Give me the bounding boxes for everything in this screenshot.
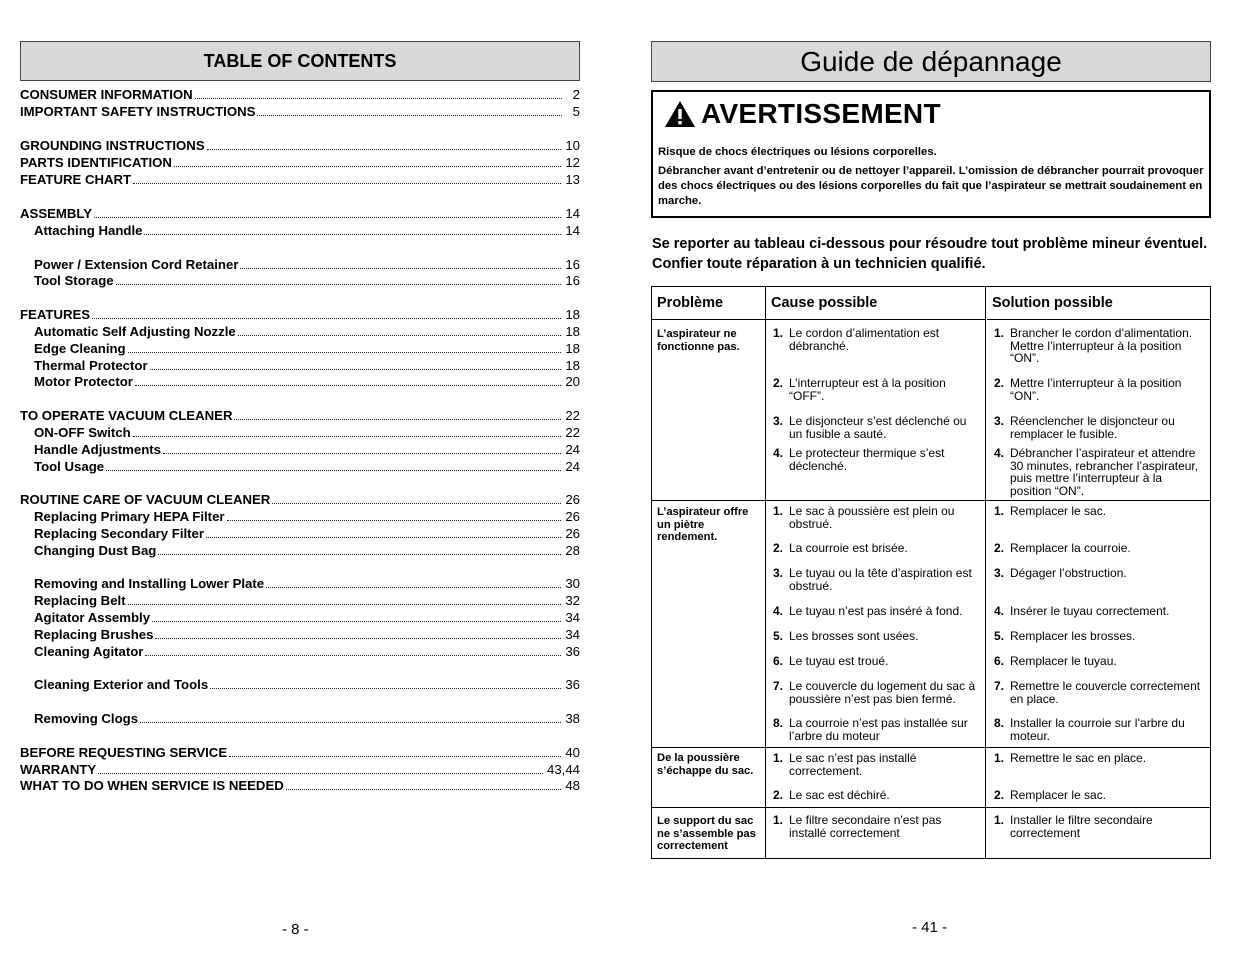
toc-entry[interactable] [20, 306, 580, 323]
toc-entry-title: Automatic Self Adjusting Nozzle [34, 324, 236, 339]
item-number: 3. [994, 414, 1005, 428]
toc-entry-title: Cleaning Agitator [34, 644, 144, 659]
solution-item [994, 542, 1204, 555]
toc-entry-page: 40 [565, 745, 580, 760]
toc-entry-page: 34 [565, 627, 580, 642]
item-text: Réenclencher le disjoncteur ou remplacer le fusible. [1010, 414, 1175, 441]
toc-entry-page: 18 [565, 324, 580, 339]
toc-leader-dots [106, 469, 561, 471]
item-number: 2. [994, 376, 1005, 390]
item-text: Remettre le couvercle correctement en place. [1010, 679, 1201, 706]
toc-leader-dots [227, 519, 562, 521]
toc-entry-page: 36 [565, 677, 580, 692]
toc-leader-dots [257, 114, 562, 116]
toc-entry[interactable] [20, 542, 580, 559]
item-text: Remplacer les brosses. [1010, 629, 1136, 643]
toc-entry[interactable] [20, 491, 580, 508]
toc-entry[interactable] [20, 424, 580, 441]
item-text: Mettre l’interrupteur à la position “ON”. [1010, 376, 1182, 403]
toc-leader-dots [238, 334, 562, 336]
toc-entry-page: 16 [565, 257, 580, 272]
item-text: Brancher le cordon d’alimentation. Mettre l’interrupteur à la position “ON”. [1010, 326, 1193, 365]
toc-leader-dots [133, 182, 561, 184]
toc-entry-title: Removing Clogs [34, 711, 139, 726]
toc-leader-dots [98, 772, 543, 774]
warning-title [663, 98, 941, 130]
solution-item [994, 415, 1204, 440]
toc-entry[interactable] [20, 205, 580, 222]
toc-entry-page: 18 [565, 358, 580, 373]
toc-entry-page: 26 [565, 492, 580, 507]
toc-leader-dots [92, 317, 561, 319]
toc-entry-title: Tool Storage [34, 273, 114, 288]
toc-leader-dots [234, 418, 561, 420]
toc-entry[interactable] [20, 777, 580, 794]
toc-entry-page: 22 [565, 425, 580, 440]
cause-item [773, 567, 978, 592]
solution-item [994, 789, 1204, 802]
warning-title-text: AVERTISSEMENT [701, 98, 941, 129]
toc-entry-title: Replacing Primary HEPA Filter [34, 509, 225, 524]
toc-leader-dots [272, 502, 561, 504]
toc-entry[interactable] [20, 592, 580, 609]
toc-leader-dots [152, 620, 561, 622]
toc-entry-title: Handle Adjustments [34, 442, 162, 457]
item-text: Installer la courroie sur l’arbre du moteur. [1010, 716, 1185, 743]
intro-paragraph: Se reporter au tableau ci-dessous pour résoudre tout problème mineur éventuel. Confier toute réparation à un technicien qualifié. [652, 236, 1208, 272]
column-divider [985, 287, 986, 858]
toc-entry-title: Cleaning Exterior and Tools [34, 677, 209, 692]
toc-entry[interactable] [20, 643, 580, 660]
item-number: 2. [994, 541, 1005, 555]
item-number: 1. [773, 751, 784, 765]
toc-entry[interactable] [20, 103, 580, 120]
toc-entry-title: Removing and Installing Lower Plate [34, 576, 265, 591]
warning-triangle-icon [663, 99, 697, 129]
toc-entry-page: 16 [565, 273, 580, 288]
toc-entry[interactable] [20, 609, 580, 626]
cause-item [773, 415, 978, 440]
item-number: 1. [994, 504, 1005, 518]
item-number: 3. [773, 566, 784, 580]
toc-entry-page: 24 [565, 442, 580, 457]
toc-leader-dots [128, 603, 562, 605]
item-text: Le filtre secondaire n'est pas installé correctement [789, 813, 942, 840]
solution-item [994, 605, 1204, 618]
item-number: 6. [994, 654, 1005, 668]
toc-entry-page: 13 [565, 172, 580, 187]
cause-item [773, 789, 978, 802]
toc-entry-page: 34 [565, 610, 580, 625]
toc-leader-dots [155, 637, 561, 639]
item-number: 4. [994, 604, 1005, 618]
toc-entry[interactable] [20, 525, 580, 542]
item-number: 1. [773, 326, 784, 340]
troubleshooting-table [651, 286, 1211, 859]
item-text: Remplacer le sac. [1010, 788, 1107, 802]
toc-entry-title: FEATURE CHART [20, 172, 132, 187]
toc-leader-dots [128, 351, 562, 353]
toc-leader-dots [158, 553, 561, 555]
item-text: Remplacer le tuyau. [1010, 654, 1117, 668]
header-problem: Problème [652, 287, 765, 320]
solution-item [994, 567, 1204, 580]
item-number: 1. [994, 326, 1005, 340]
item-number: 8. [773, 716, 784, 730]
item-text: Le sac n’est pas installé correctement. [789, 751, 917, 778]
item-text: Débrancher l’aspirateur et attendre 30 minutes, rebrancher l’aspirateur, puis mettre l’interrupteur à la position “ON”. [1010, 446, 1199, 498]
item-text: Le protecteur thermique s’est déclenché. [789, 446, 945, 473]
toc-entry-title: ROUTINE CARE OF VACUUM CLEANER [20, 492, 271, 507]
toc-entry[interactable] [20, 710, 580, 727]
cause-item [773, 814, 978, 839]
item-number: 1. [994, 813, 1005, 827]
solution-item [994, 717, 1204, 742]
item-number: 1. [994, 751, 1005, 765]
item-text: La courroie est brisée. [789, 541, 908, 555]
toc-entry-page: 12 [565, 155, 580, 170]
toc-entry-title: Motor Protector [34, 374, 133, 389]
toc-entry[interactable] [20, 676, 580, 693]
item-number: 2. [773, 376, 784, 390]
toc-leader-dots [286, 788, 562, 790]
toc-leader-dots [206, 536, 561, 538]
row-divider [652, 500, 1210, 501]
item-number: 4. [994, 446, 1005, 460]
toc-entry-page: 26 [565, 526, 580, 541]
column-divider [765, 287, 766, 858]
problem-label: De la poussière s’échappe du sac. [657, 752, 754, 777]
toc-entry[interactable] [20, 458, 580, 475]
cause-item [773, 447, 978, 472]
toc-entry-page: 38 [565, 711, 580, 726]
solution-item [994, 630, 1204, 643]
toc-entry-page: 32 [565, 593, 580, 608]
toc-leader-dots [94, 216, 561, 218]
warning-box [651, 90, 1211, 218]
toc-entry-title: Thermal Protector [34, 358, 148, 373]
item-text: Le disjoncteur s’est déclenché ou un fusible a sauté. [789, 414, 967, 441]
toc-entry[interactable] [20, 508, 580, 525]
solution-item [994, 505, 1204, 518]
toc-entry-title: ON-OFF Switch [34, 425, 131, 440]
item-text: Les brosses sont usées. [789, 629, 919, 643]
cause-item [773, 327, 978, 352]
item-number: 1. [773, 813, 784, 827]
toc-leader-dots [140, 721, 561, 723]
toc-leader-dots [163, 452, 561, 454]
toc-entry[interactable] [20, 272, 580, 289]
solution-item [994, 377, 1204, 402]
item-text: Le cordon d’alimentation est débranché. [789, 326, 940, 353]
cause-item [773, 680, 978, 705]
toc-entry-page: 26 [565, 509, 580, 524]
cause-item [773, 377, 978, 402]
toc-leader-dots [266, 586, 561, 588]
toc-entry-title: GROUNDING INSTRUCTIONS [20, 138, 205, 153]
page-title: Guide de dépannage [800, 45, 1062, 77]
toc-entry-page: 5 [572, 104, 580, 119]
item-text: Remettre le sac en place. [1010, 751, 1147, 765]
row-divider [652, 747, 1210, 748]
toc-entry-title: Replacing Belt [34, 593, 126, 608]
toc-entry[interactable] [20, 626, 580, 643]
toc-leader-dots [195, 97, 562, 99]
toc-entry[interactable] [20, 256, 580, 273]
item-number: 6. [773, 654, 784, 668]
toc-entry-page: 36 [565, 644, 580, 659]
item-text: Le tuyau est troué. [789, 654, 889, 668]
toc-entry-title: Tool Usage [34, 459, 105, 474]
toc-entry-title: Changing Dust Bag [34, 543, 157, 558]
toc-entry-title: IMPORTANT SAFETY INSTRUCTIONS [20, 104, 256, 119]
row-divider [652, 807, 1210, 808]
solution-item [994, 752, 1204, 765]
toc-entry[interactable] [20, 744, 580, 761]
toc-leader-dots [207, 148, 562, 150]
toc-entry-page: 20 [565, 374, 580, 389]
item-text: Dégager l’obstruction. [1010, 566, 1127, 580]
toc-entry[interactable] [20, 154, 580, 171]
toc-entry-title: PARTS IDENTIFICATION [20, 155, 172, 170]
toc-entry[interactable] [20, 761, 580, 778]
item-text: La courroie n’est pas installée sur l’arbre du moteur [789, 716, 968, 743]
cause-item [773, 505, 978, 530]
toc-header [20, 41, 580, 81]
toc-leader-dots [174, 165, 561, 167]
toc-entry[interactable] [20, 575, 580, 592]
toc-entry-page: 48 [565, 778, 580, 793]
header-cause: Cause possible [766, 287, 986, 320]
toc-entry-title: Attaching Handle [34, 223, 143, 238]
toc-entry-page: 22 [565, 408, 580, 423]
toc-entry[interactable] [20, 171, 580, 188]
warning-instructions-text: Débrancher avant d’entretenir ou de nettoyer l’appareil. L’omission de débrancher pourrait provoquer des chocs électriques ou des lésions corporelles du fait que l’aspirateur se mettrait soudainement en marche. [658, 165, 1204, 207]
toc-entry-title: Replacing Brushes [34, 627, 154, 642]
warning-risk-text: Risque de chocs électriques ou lésions corporelles. [658, 146, 937, 158]
toc-entry-page: 43,44 [546, 762, 580, 777]
item-text: Le sac est déchiré. [789, 788, 890, 802]
toc-entry-page: 18 [565, 341, 580, 356]
toc-entry-title: TO OPERATE VACUUM CLEANER [20, 408, 233, 423]
cause-item [773, 752, 978, 777]
toc-entry-title: Replacing Secondary Filter [34, 526, 205, 541]
item-text: Le sac à poussière est plein ou obstrué. [789, 504, 955, 531]
cause-item [773, 630, 978, 643]
toc-entry[interactable] [20, 137, 580, 154]
toc-title: TABLE OF CONTENTS [203, 50, 397, 71]
toc-entry[interactable] [20, 222, 580, 239]
solution-item [994, 680, 1204, 705]
item-number: 2. [773, 788, 784, 802]
toc-entry-title: BEFORE REQUESTING SERVICE [20, 745, 228, 760]
toc-entry-page: 30 [565, 576, 580, 591]
item-number: 4. [773, 604, 784, 618]
toc-entry-page: 28 [565, 543, 580, 558]
toc-leader-dots [145, 654, 561, 656]
cause-item [773, 655, 978, 668]
toc-entry-title: Agitator Assembly [34, 610, 151, 625]
item-text: Le couvercle du logement du sac à poussière n’est pas bien fermé. [789, 679, 976, 706]
item-number: 5. [773, 629, 784, 643]
cause-item [773, 717, 978, 742]
solution-item [994, 814, 1204, 839]
page-number-left: - 8 - [282, 921, 309, 938]
toc-entry[interactable] [20, 441, 580, 458]
item-text: Remplacer le sac. [1010, 504, 1107, 518]
toc-leader-dots [135, 384, 561, 386]
toc-entry-title: WHAT TO DO WHEN SERVICE IS NEEDED [20, 778, 284, 793]
item-text: Installer le filtre secondaire correctement [1010, 813, 1153, 840]
page-number-right: - 41 - [912, 919, 948, 936]
toc-entry-title: Edge Cleaning [34, 341, 126, 356]
item-number: 7. [773, 679, 784, 693]
item-number: 2. [773, 541, 784, 555]
item-number: 2. [994, 788, 1005, 802]
toc-leader-dots [116, 283, 562, 285]
item-number: 1. [773, 504, 784, 518]
toc-leader-dots [210, 687, 561, 689]
solution-item [994, 447, 1204, 497]
toc-entry[interactable] [20, 86, 580, 103]
toc-entry-page: 24 [565, 459, 580, 474]
guide-header [651, 41, 1211, 82]
toc-entry-page: 14 [565, 223, 580, 238]
toc-entry-page: 14 [565, 206, 580, 221]
toc-entry[interactable] [20, 407, 580, 424]
toc-entry[interactable] [20, 357, 580, 374]
toc-entry-title: WARRANTY [20, 762, 97, 777]
item-text: Le tuyau n’est pas inséré à fond. [789, 604, 963, 618]
toc-leader-dots [133, 435, 562, 437]
item-number: 3. [773, 414, 784, 428]
problem-label: L’aspirateur offre un piètre rendement. [657, 506, 749, 543]
cause-item [773, 542, 978, 555]
item-number: 3. [994, 566, 1005, 580]
toc-entry[interactable] [20, 323, 580, 340]
item-number: 4. [773, 446, 784, 460]
item-number: 8. [994, 716, 1005, 730]
toc-entry-title: ASSEMBLY [20, 206, 93, 221]
item-number: 5. [994, 629, 1005, 643]
toc-entry-title: Power / Extension Cord Retainer [34, 257, 239, 272]
toc-entry-page: 18 [565, 307, 580, 322]
toc-leader-dots [150, 368, 562, 370]
toc-entry[interactable] [20, 373, 580, 390]
header-solution: Solution possible [987, 287, 1210, 320]
item-text: Remplacer la courroie. [1010, 541, 1131, 555]
cause-item [773, 605, 978, 618]
toc-leader-dots [229, 755, 561, 757]
item-number: 7. [994, 679, 1005, 693]
toc-leader-dots [144, 233, 561, 235]
toc-entry[interactable] [20, 340, 580, 357]
solution-item [994, 327, 1204, 365]
toc-entry-page: 10 [565, 138, 580, 153]
toc-entry-page: 2 [572, 87, 580, 102]
solution-item [994, 655, 1204, 668]
toc-leader-dots [240, 267, 561, 269]
problem-label: Le support du sac ne s’assemble pas correctement [657, 815, 756, 852]
toc-entry-title: FEATURES [20, 307, 91, 322]
problem-label: L’aspirateur ne fonctionne pas. [657, 328, 740, 353]
toc-entry-title: CONSUMER INFORMATION [20, 87, 193, 102]
item-text: Insérer le tuyau correctement. [1010, 604, 1170, 618]
item-text: L’interrupteur est à la position “OFF”. [789, 376, 946, 403]
item-text: Le tuyau ou la tête d’aspiration est obstrué. [789, 566, 972, 593]
